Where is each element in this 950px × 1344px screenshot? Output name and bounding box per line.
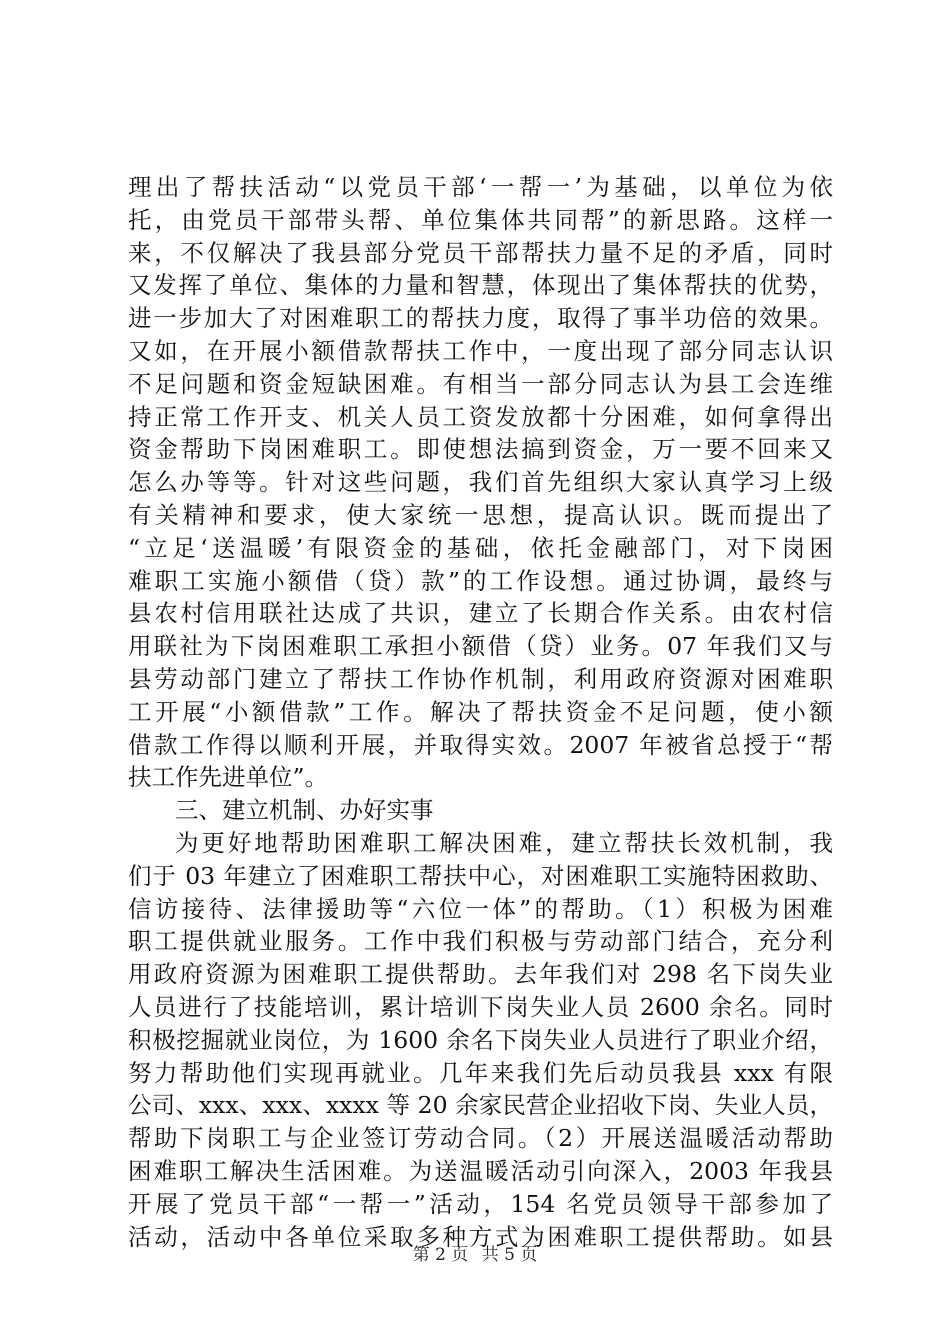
text-line: 怎么办等等。针对这些问题，我们首先组织大家认真学习上级 <box>128 468 833 497</box>
text-line: 公司、xxx、xxx、xxxx 等 20 余家民营企业招收下岗、失业人员， <box>128 1091 833 1120</box>
text-line: 帮助下岗职工与企业签订劳动合同。（2）开展送温暖活动帮助 <box>128 1124 833 1153</box>
document-body <box>128 171 833 1253</box>
text-line: 县劳动部门建立了帮扶工作协作机制，利用政府资源对困难职 <box>128 664 833 693</box>
text-line: 扶工作先进单位”。 <box>128 763 329 792</box>
text-line: 用联社为下岗困难职工承担小额借（贷）业务。07 年我们又与 <box>128 632 833 661</box>
text-line: 职工提供就业服务。工作中我们积极与劳动部门结合，充分利 <box>128 927 833 956</box>
page-footer <box>0 1240 950 1265</box>
text-line: 难职工实施小额借（贷）款”的工作设想。通过协调，最终与 <box>128 566 833 595</box>
section-heading: 三、建立机制、办好实事 <box>175 796 434 825</box>
text-line: 持正常工作开支、机关人员工资发放都十分困难，如何拿得出 <box>128 402 833 431</box>
text-line: 有关精神和要求，使大家统一思想，提高认识。既而提出了 <box>128 500 833 529</box>
text-line: 活动，活动中各单位采取多种方式为困难职工提供帮助。如县 <box>128 1222 833 1251</box>
text-line: 用政府资源为困难职工提供帮助。去年我们对 298 名下岗失业 <box>128 960 833 989</box>
text-line: “立足‘送温暖’有限资金的基础，依托金融部门，对下岗困 <box>128 533 833 562</box>
text-line: 们于 03 年建立了困难职工帮扶中心，对困难职工实施特困救助、 <box>128 861 833 890</box>
text-line: 来，不仅解决了我县部分党员干部帮扶力量不足的矛盾，同时 <box>128 238 833 267</box>
page-total: 共 5 页 <box>481 1245 538 1265</box>
text-line: 又发挥了单位、集体的力量和智慧，体现出了集体帮扶的优势， <box>128 271 833 300</box>
text-line: 人员进行了技能培训，累计培训下岗失业人员 2600 余名。同时 <box>128 992 833 1021</box>
text-line: 开展了党员干部“一帮一”活动，154 名党员领导干部参加了 <box>128 1189 833 1218</box>
text-line: 又如，在开展小额借款帮扶工作中，一度出现了部分同志认识 <box>128 336 833 365</box>
text-line: 信访接待、法律援助等“六位一体”的帮助。（1）积极为困难 <box>128 894 833 923</box>
text-line: 县农村信用联社达成了共识，建立了长期合作关系。由农村信 <box>128 599 833 628</box>
text-line: 工开展“小额借款”工作。解决了帮扶资金不足问题，使小额 <box>128 697 833 726</box>
text-line: 困难职工解决生活困难。为送温暖活动引向深入，2003 年我县 <box>128 1156 833 1185</box>
text-line: 为更好地帮助困难职工解决困难，建立帮扶长效机制，我 <box>175 828 833 857</box>
text-line: 努力帮助他们实现再就业。几年来我们先后动员我县 xxx 有限 <box>128 1058 833 1087</box>
text-line: 理出了帮扶活动“以党员干部‘一帮一’为基础，以单位为依 <box>128 173 833 201</box>
text-line: 托，由党员干部带头帮、单位集体共同帮”的新思路。这样一 <box>128 205 833 234</box>
page-number: 第 2 页 <box>412 1245 469 1265</box>
text-line: 进一步加大了对困难职工的帮扶力度，取得了事半功倍的效果。 <box>128 304 833 333</box>
text-line: 不足问题和资金短缺困难。有相当一部分同志认为县工会连维 <box>128 369 833 398</box>
text-line: 借款工作得以顺利开展，并取得实效。2007 年被省总授于“帮 <box>128 730 833 759</box>
text-line: 积极挖掘就业岗位，为 1600 余名下岗失业人员进行了职业介绍， <box>128 1025 833 1054</box>
text-line: 资金帮助下岗困难职工。即使想法搞到资金，万一要不回来又 <box>128 435 833 464</box>
